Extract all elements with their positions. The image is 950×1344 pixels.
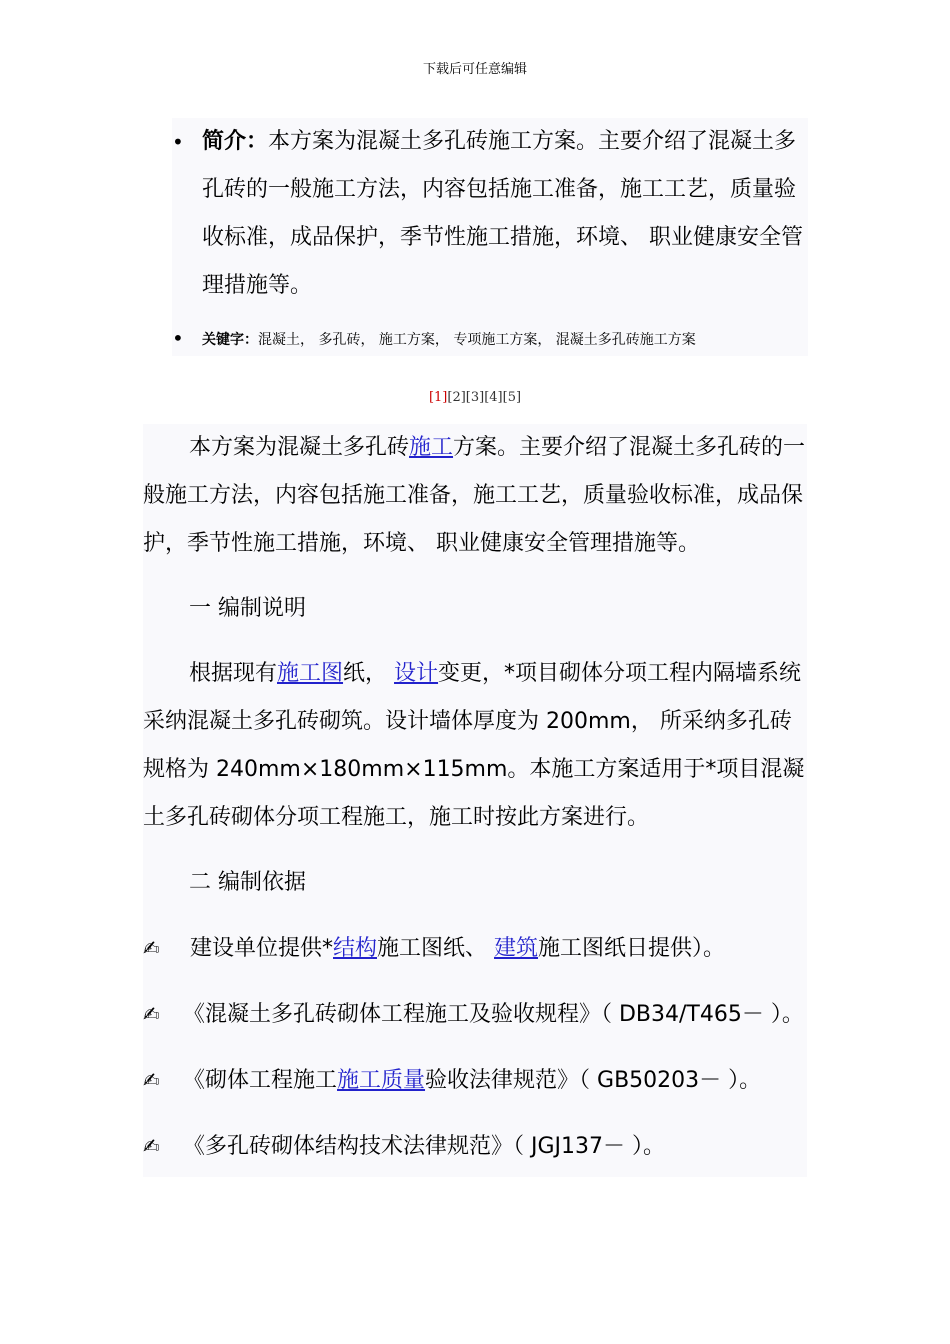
text-run: 纸， [343, 661, 395, 686]
pen-icon: ✍ [143, 936, 160, 960]
text-run: 根据现有 [189, 661, 278, 686]
reference-item-1 [143, 924, 807, 973]
text-run: 《混凝土多孔砖砌体工程施工及验收规程》（ DB34/T465－ ）。 [183, 1002, 804, 1027]
keywords-item [172, 328, 808, 356]
section-heading-1: 一 编制说明 [189, 596, 306, 621]
text-run: 验收法律规范》（ GB50203－ ）。 [425, 1068, 762, 1093]
link-sheji[interactable]: 设计 [394, 661, 439, 686]
keywords-text: 混凝土， 多孔砖， 施工方案， 专项施工方案， 混凝土多孔砖施工方案 [258, 332, 696, 348]
text-run: 《多孔砖砌体结构技术法律规范》（ JGJ137－ ）。 [183, 1134, 666, 1159]
text-run: 施工图纸、 [377, 936, 495, 961]
pen-icon: ✍ [143, 1068, 160, 1092]
pen-icon: ✍ [143, 1002, 160, 1026]
intro-text: 本方案为混凝土多孔砖施工方案。主要介绍了混凝土多孔砖的一般施工方法，内容包括施工准备，施工工艺，质量验收标准，成品保护，季节性施工措施，环境、 职业健康安全管理措施等。 [202, 129, 803, 298]
text-run: 本方案为混凝土多孔砖 [189, 435, 410, 460]
intro-paragraph [143, 424, 807, 568]
text-run: 《砌体工程施工 [183, 1068, 338, 1093]
document-body [143, 424, 807, 1177]
explanation-paragraph [143, 650, 807, 842]
pen-icon: ✍ [143, 1134, 160, 1158]
link-jianzhu[interactable]: 建筑 [494, 936, 539, 961]
keywords-label: 关键字： [202, 332, 258, 348]
link-jiegou[interactable]: 结构 [333, 936, 378, 961]
reference-item-2 [143, 990, 807, 1039]
summary-box [172, 118, 808, 356]
page-header: 下载后可任意编辑 [422, 62, 527, 77]
bullet-icon: • [172, 130, 184, 154]
text-run: 方案。主要介绍了混凝土多孔砖的一般施工方法，内容包括施工准备，施工工艺，质量验收标准，成品保护，季节性施工措施，环境、 职业健康安全管理措施等。 [143, 435, 806, 556]
text-run: 变更，*项目砌体分项工程内隔墙系统采纳混凝土多孔砖砌筑。设计墙体厚度为 200mm， 所采纳多孔砖规格为 240mm×180mm×115mm。本施工方案适用于*项目混凝土多孔砖砌体分项工程施工，施工时按此方案进行。 [143, 661, 805, 830]
intro-item [172, 118, 808, 310]
pagination [0, 390, 950, 405]
section-heading-2: 二 编制依据 [189, 870, 306, 895]
text-run: 建设单位提供* [183, 936, 333, 961]
intro-label: 简介： [202, 129, 269, 154]
link-shigong[interactable]: 施工 [409, 435, 454, 460]
page-links-other[interactable]: [2][3][4][5] [447, 390, 522, 405]
reference-item-4 [143, 1122, 807, 1171]
reference-item-3 [143, 1056, 807, 1105]
bullet-icon: • [172, 326, 184, 350]
page-link-current[interactable]: [1] [428, 390, 448, 405]
link-shigongzhiliang[interactable]: 施工质量 [337, 1068, 426, 1093]
link-shigongtu[interactable]: 施工图 [277, 661, 344, 686]
text-run: 施工图纸日提供）。 [538, 936, 726, 961]
